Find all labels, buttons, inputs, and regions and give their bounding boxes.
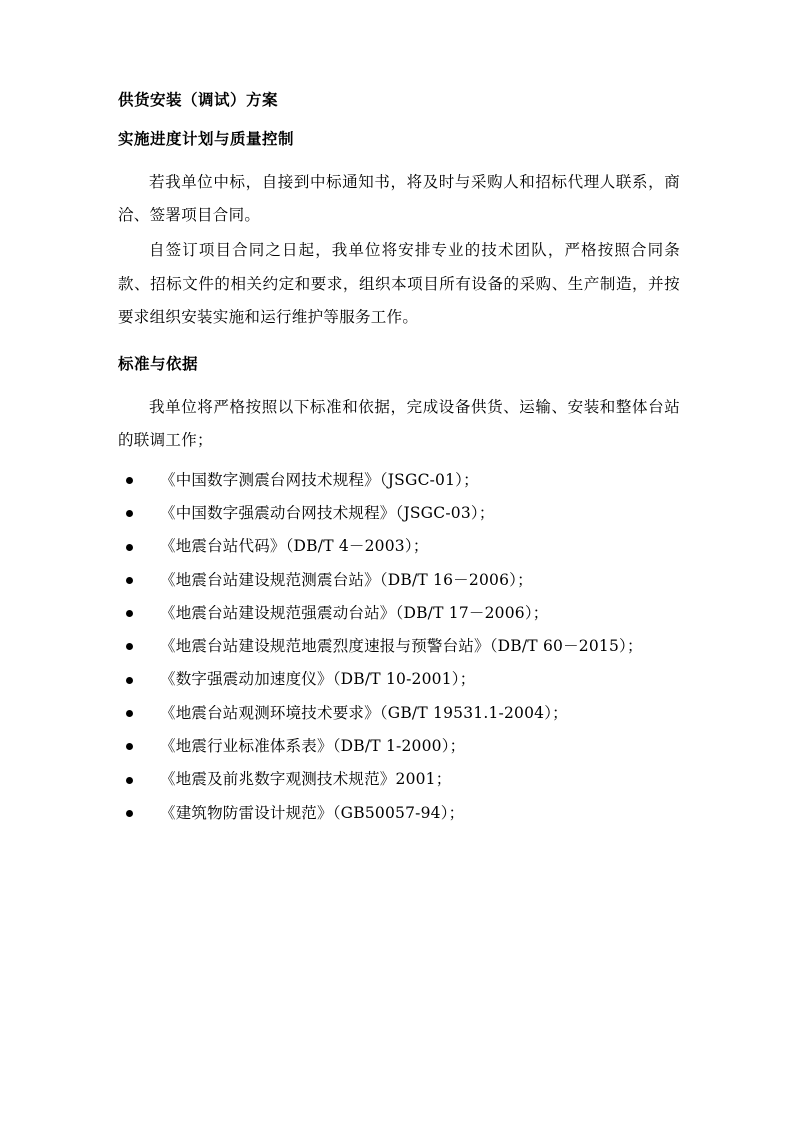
bullet-dot-icon (126, 544, 133, 551)
list-item-label: 《地震台站代码》（DB/T 4－2003）； (160, 537, 429, 556)
list-item (118, 730, 680, 763)
list-item (118, 464, 680, 497)
list-item-label: 《地震及前兆数字观测技术规范》2001； (160, 770, 452, 789)
list-item (118, 530, 680, 563)
list-item-label: 《地震台站建设规范测震台站》（DB/T 16－2006）； (160, 570, 533, 589)
list-item-label: 《建筑物防雷设计规范》（GB50057-94）； (160, 803, 465, 822)
bullet-dot-icon (126, 610, 133, 617)
list-item (118, 630, 680, 663)
document-body (118, 88, 680, 830)
list-item-label: 《中国数字强震动台网技术规程》（JSGC-03）； (160, 503, 495, 522)
list-item-label: 《数字强震动加速度仪》（DB/T 10-2001）； (160, 670, 476, 689)
list-item (118, 663, 680, 696)
list-item (118, 564, 680, 597)
list-item (118, 797, 680, 830)
list-item (118, 497, 680, 530)
list-item (118, 763, 680, 796)
list-item (118, 697, 680, 730)
bullet-dot-icon (126, 677, 133, 684)
bullet-dot-icon (126, 710, 133, 717)
list-item-label: 《地震台站观测环境技术要求》（GB/T 19531.1-2004）； (160, 703, 568, 722)
list-item-label: 《地震台站建设规范强震动台站》（DB/T 17－2006）； (160, 603, 549, 622)
bullet-dot-icon (126, 477, 133, 484)
standards-list (118, 464, 680, 830)
list-item-label: 《中国数字测震台网技术规程》（JSGC-01）； (160, 470, 479, 489)
list-item-label: 《地震台站建设规范地震烈度速报与预警台站》（DB/T 60－2015）； (160, 637, 643, 656)
bullet-dot-icon (126, 777, 133, 784)
section-heading-schedule: 实施进度计划与质量控制 (118, 129, 295, 148)
bullet-dot-icon (126, 643, 133, 650)
list-item-label: 《地震行业标准体系表》（DB/T 1-2000）； (160, 737, 466, 756)
bullet-dot-icon (126, 743, 133, 750)
paragraph-contract-execution: 自签订项目合同之日起，我单位将安排专业的技术团队，严格按照合同条款、招标文件的相关约定和要求，组织本项目所有设备的采购、生产制造，并按要求组织安装实施和运行维护等服务工作。 (118, 241, 680, 326)
paragraph-standards-intro: 我单位将严格按照以下标准和依据，完成设备供货、运输、安装和整体台站的联调工作； (118, 397, 680, 450)
paragraph-bid-notice: 若我单位中标，自接到中标通知书，将及时与采购人和招标代理人联系，商洽、签署项目合同。 (118, 172, 680, 224)
bullet-dot-icon (126, 577, 133, 584)
page-title: 供货安装（调试）方案 (118, 91, 279, 109)
section-heading-standards: 标准与依据 (118, 355, 199, 374)
bullet-dot-icon (126, 810, 133, 817)
list-item (118, 597, 680, 630)
bullet-dot-icon (126, 510, 133, 517)
